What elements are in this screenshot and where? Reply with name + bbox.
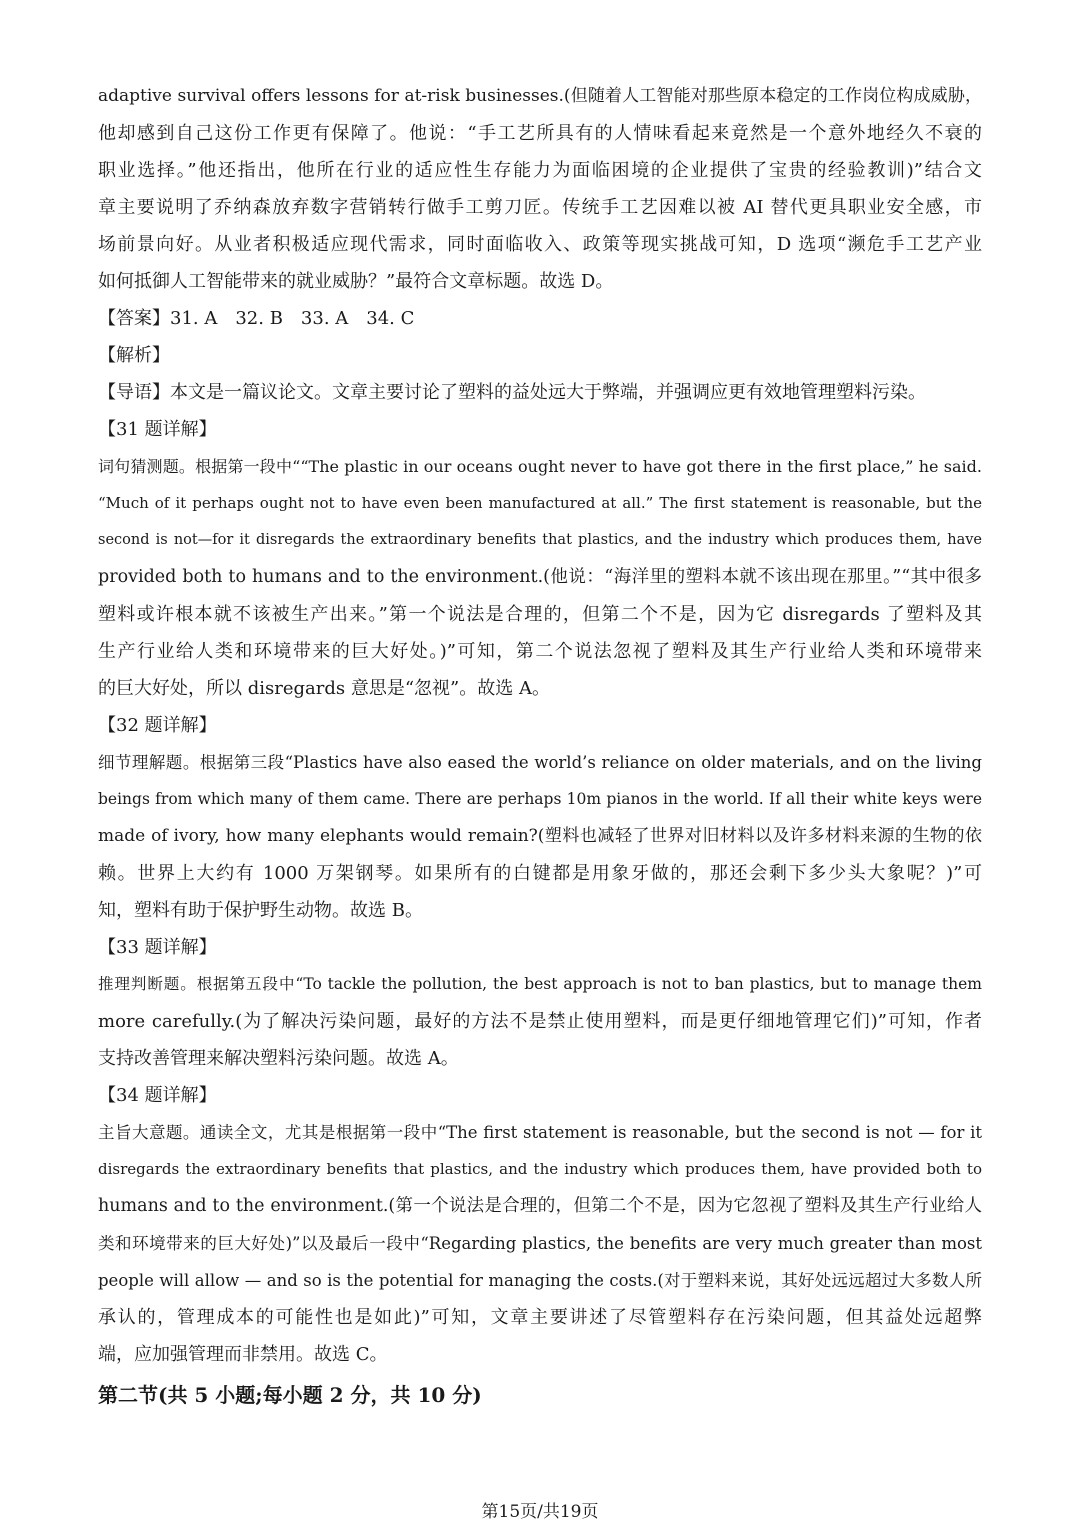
page-number: 第15页/共19页 [481, 1502, 599, 1522]
text-line: disregards the extraordinary benefits that plastics, and the industry which produces them, have provided both to [98, 1160, 982, 1178]
text-line: 支持改善管理来解决塑料污染问题。故选 A。 [98, 1048, 459, 1069]
text-line: 细节理解题。根据第三段“Plastics have also eased the world’s reliance on older materials, and on the living [98, 753, 982, 772]
intro-line: 【导语】本文是一篇议论文。文章主要讨论了塑料的益处远大于弊端，并强调应更有效地管理塑料污染。 [98, 382, 926, 403]
text-line: 推理判断题。根据第五段中“To tackle the pollution, the best approach is not to ban plastics, but to manage them [98, 975, 982, 993]
text-line: 生产行业给人类和环境带来的巨大好处。)”可知，第二个说法忽视了塑料及其生产行业给人类和环境带来 [98, 641, 982, 662]
text-line: made of ivory, how many elephants would remain?(塑料也减轻了世界对旧材料以及许多材料来源的生物的依 [98, 826, 982, 846]
text-line: 知，塑料有助于保护野生动物。故选 B。 [98, 900, 423, 921]
text-line: provided both to humans and to the environment.(他说：“海洋里的塑料本就不该出现在那里。”“其中很多 [98, 567, 982, 587]
text-line: 端，应加强管理而非禁用。故选 C。 [98, 1344, 388, 1365]
text-line: humans and to the environment.(第一个说法是合理的，但第二个不是，因为它忽视了塑料及其生产行业给人 [98, 1196, 982, 1216]
text-line: second is not—for it disregards the extraordinary benefits that plastics, and the industry which produces them, have [98, 532, 982, 548]
text-line: 场前景向好。从业者积极适应现代需求，同时面临收入、政策等现实挑战可知，D 选项“濒危手工艺产业 [98, 234, 982, 255]
text-line: beings from which many of them came. There are perhaps 10m pianos in the world. If all their white keys were [98, 790, 982, 808]
text-line: people will allow — and so is the potential for managing the costs.(对于塑料来说，其好处远远超过大多数人所 [98, 1271, 982, 1290]
text-line: 类和环境带来的巨大好处)”以及最后一段中“Regarding plastics, the benefits are very much greater than most [98, 1234, 982, 1253]
text-line: adaptive survival offers lessons for at-risk businesses.(但随着人工智能对那些原本稳定的工作岗位构成威胁， [98, 86, 982, 106]
text-line: 赖。世界上大约有 1000 万架钢琴。如果所有的白键都是用象牙做的，那还会剩下多少头大象呢？)”可 [98, 863, 982, 884]
question-31-heading: 【31 题详解】 [98, 419, 217, 440]
question-32-heading: 【32 题详解】 [98, 715, 217, 736]
analysis-label: 【解析】 [98, 345, 170, 366]
section-heading: 第二节(共 5 小题;每小题 2 分，共 10 分) [98, 1383, 482, 1407]
text-line: 承认的，管理成本的可能性也是如此)”可知，文章主要讲述了尽管塑料存在污染问题，但其益处远超弊 [98, 1307, 982, 1328]
text-line: 主旨大意题。通读全文，尤其是根据第一段中“The first statement is reasonable, but the second is not — for it [98, 1123, 982, 1142]
text-line: 职业选择。”他还指出，他所在行业的适应性生存能力为面临困境的企业提供了宝贵的经验教训)”结合文 [98, 160, 982, 181]
text-line: 如何抵御人工智能带来的就业威胁？”最符合文章标题。故选 D。 [98, 271, 614, 292]
text-line: 的巨大好处，所以 disregards 意思是“忽视”。故选 A。 [98, 678, 550, 699]
question-34-heading: 【34 题详解】 [98, 1085, 217, 1106]
text-line: 章主要说明了乔纳森放弃数字营销转行做手工剪刀匠。传统手工艺因难以被 AI 替代更具职业安全感，市 [98, 197, 982, 218]
text-line: 词句猜测题。根据第一段中““The plastic in our oceans ought never to have got there in the first place,” he said. [98, 457, 982, 476]
text-line: 塑料或许根本就不该被生产出来。”第一个说法是合理的，但第二个不是，因为它 disregards 了塑料及其 [98, 604, 982, 625]
text-line: 他却感到自己这份工作更有保障了。他说：“手工艺所具有的人情味看起来竟然是一个意外地经久不衰的 [98, 123, 982, 144]
text-line: more carefully.(为了解决污染问题，最好的方法不是禁止使用塑料，而是更仔细地管理它们)”可知，作者 [98, 1011, 982, 1032]
question-33-heading: 【33 题详解】 [98, 937, 217, 958]
answer-line: 【答案】31. A 32. B 33. A 34. C [98, 308, 415, 329]
document-body [98, 78, 982, 1415]
text-line: “Much of it perhaps ought not to have even been manufactured at all.” The first statement is reasonable, but the [98, 494, 982, 512]
